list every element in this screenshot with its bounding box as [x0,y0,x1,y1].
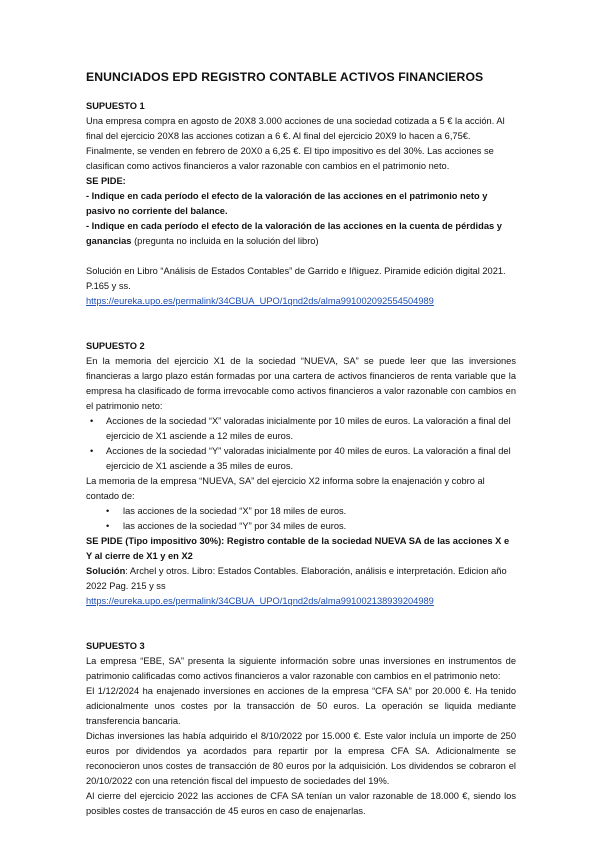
supuesto-1 [86,99,516,309]
supuesto-2-link[interactable]: https://eureka.upo.es/permalink/34CBUA_UPO/1qnd2ds/alma991002138939204989 [86,596,434,606]
supuesto-2 [86,339,516,609]
supuesto-2-heading: SUPUESTO 2 [86,341,145,351]
supuesto-2-body-2: La memoria de la empresa “NUEVA, SA” del ejercicio X2 informa sobre la enajenación y cobro al contado de: [86,476,485,501]
supuesto-2-solucion [86,564,516,594]
supuesto-3-p4: Al cierre del ejercicio 2022 las acciones de CFA SA tenían un valor razonable de 18.000 €, siendo los posibles costes de transacción de 45 euros en caso de enajenarlas. [86,791,516,816]
bullet-icon: • [90,446,94,456]
supuesto-2-solucion-label: Solución [86,566,126,576]
supuesto-1-link[interactable]: https://eureka.upo.es/permalink/34CBUA_UPO/1qnd2ds/alma991002092554504989 [86,296,434,306]
supuesto-1-item-2-note: (pregunta no incluida en la solución del libro) [131,236,319,246]
supuesto-2-bullets-1 [86,414,516,474]
list-item: • Acciones de la sociedad “Y” valoradas inicialmente por 40 miles de euros. La valoración a final del ejercicio de X1 asciende a 35 miles de euros. [90,446,511,471]
supuesto-2-body: En la memoria del ejercicio X1 de la sociedad “NUEVA, SA” se puede leer que las inversiones financieras a largo plazo están formadas por una cartera de activos financieros de renta variable que la empresa ha clasificado de forma irrevocable como activos financieros a valor razonable con cambios en el patrimonio neto: [86,356,516,411]
supuesto-1-heading: SUPUESTO 1 [86,101,145,111]
supuesto-1-item-2 [86,219,516,249]
supuesto-3-p2: El 1/12/2024 ha enajenado inversiones en acciones de la empresa “CFA SA” por 20.000 €. Ha tenido adicionalmente unos costes por la transacción de 50 euros. La operación se liquida mediante transferencia bancaria. [86,686,516,726]
supuesto-1-item-2-bold: - Indique en cada período el efecto de la valoración de las acciones en la cuenta de pérdidas y ganancias [86,221,502,246]
supuesto-2-se-pide: SE PIDE (Tipo impositivo 30%): Registro contable de la sociedad NUEVA SA de las acciones X e Y al cierre de X1 y en X2 [86,536,510,561]
supuesto-1-body: Una empresa compra en agosto de 20X8 3.000 acciones de una sociedad cotizada a 5 € la acción. Al final del ejercicio 20X8 las acciones cotizan a 6 €. Al final del ejercicio 20X9 lo hacen a 6,75€. Finalmente, se venden en febrero de 20X0 a 6,25 €. El tipo impositivo es del 30%. Las acciones se clasifican como activos financieros a valor razonable con cambios en el patrimonio neto. [86,116,505,171]
document-title: ENUNCIADOS EPD REGISTRO CONTABLE ACTIVOS FINANCIEROS [86,70,484,84]
list-item: • Acciones de la sociedad “X” valoradas inicialmente por 10 miles de euros. La valoración a final del ejercicio de X1 asciende a 12 miles de euros. [90,416,511,441]
supuesto-1-item-1: - Indique en cada período el efecto de la valoración de las acciones en el patrimonio neto y pasivo no corriente del balance. [86,191,488,216]
list-item: • las acciones de la sociedad “X” por 18 miles de euros. [86,504,516,519]
bullet-icon: • [106,521,110,531]
bullet-icon: • [106,506,110,516]
supuesto-3-p1: La empresa “EBE, SA” presenta la siguiente información sobre unas inversiones en instrumentos de patrimonio calificadas como activos financieros a valor razonable con cambios en el patrimonio neto: [86,656,516,681]
list-item: • las acciones de la sociedad “Y” por 34 miles de euros. [86,519,516,534]
supuesto-1-solucion: Solución en Libro “Análisis de Estados Contables” de Garrido e Iñiguez. Piramide edición digital 2021. P.165 y ss. [86,266,506,291]
supuesto-2-bullets-2 [86,504,516,534]
document-page [86,70,516,819]
supuesto-3-p3: Dichas inversiones las había adquirido el 8/10/2022 por 15.000 €. Este valor incluía un importe de 250 euros por dividendos ya acordados para repartir por la empresa CFA SA. Adicionalmente se reconocieron unos costes de transacción de 80 euros por la adquisición. Los dividendos se cobraron el 20/10/2022 con una retención fiscal del impuesto de sociedades del 19%. [86,731,516,786]
bullet-icon: • [90,416,94,426]
supuesto-3 [86,639,516,819]
supuesto-3-heading: SUPUESTO 3 [86,641,145,651]
supuesto-2-solucion-text: : Archel y otros. Libro: Estados Contables. Elaboración, análisis e interpretación. Edicion año 2022 Pag. 215 y ss [86,566,507,591]
supuesto-1-se-pide: SE PIDE: [86,176,126,186]
